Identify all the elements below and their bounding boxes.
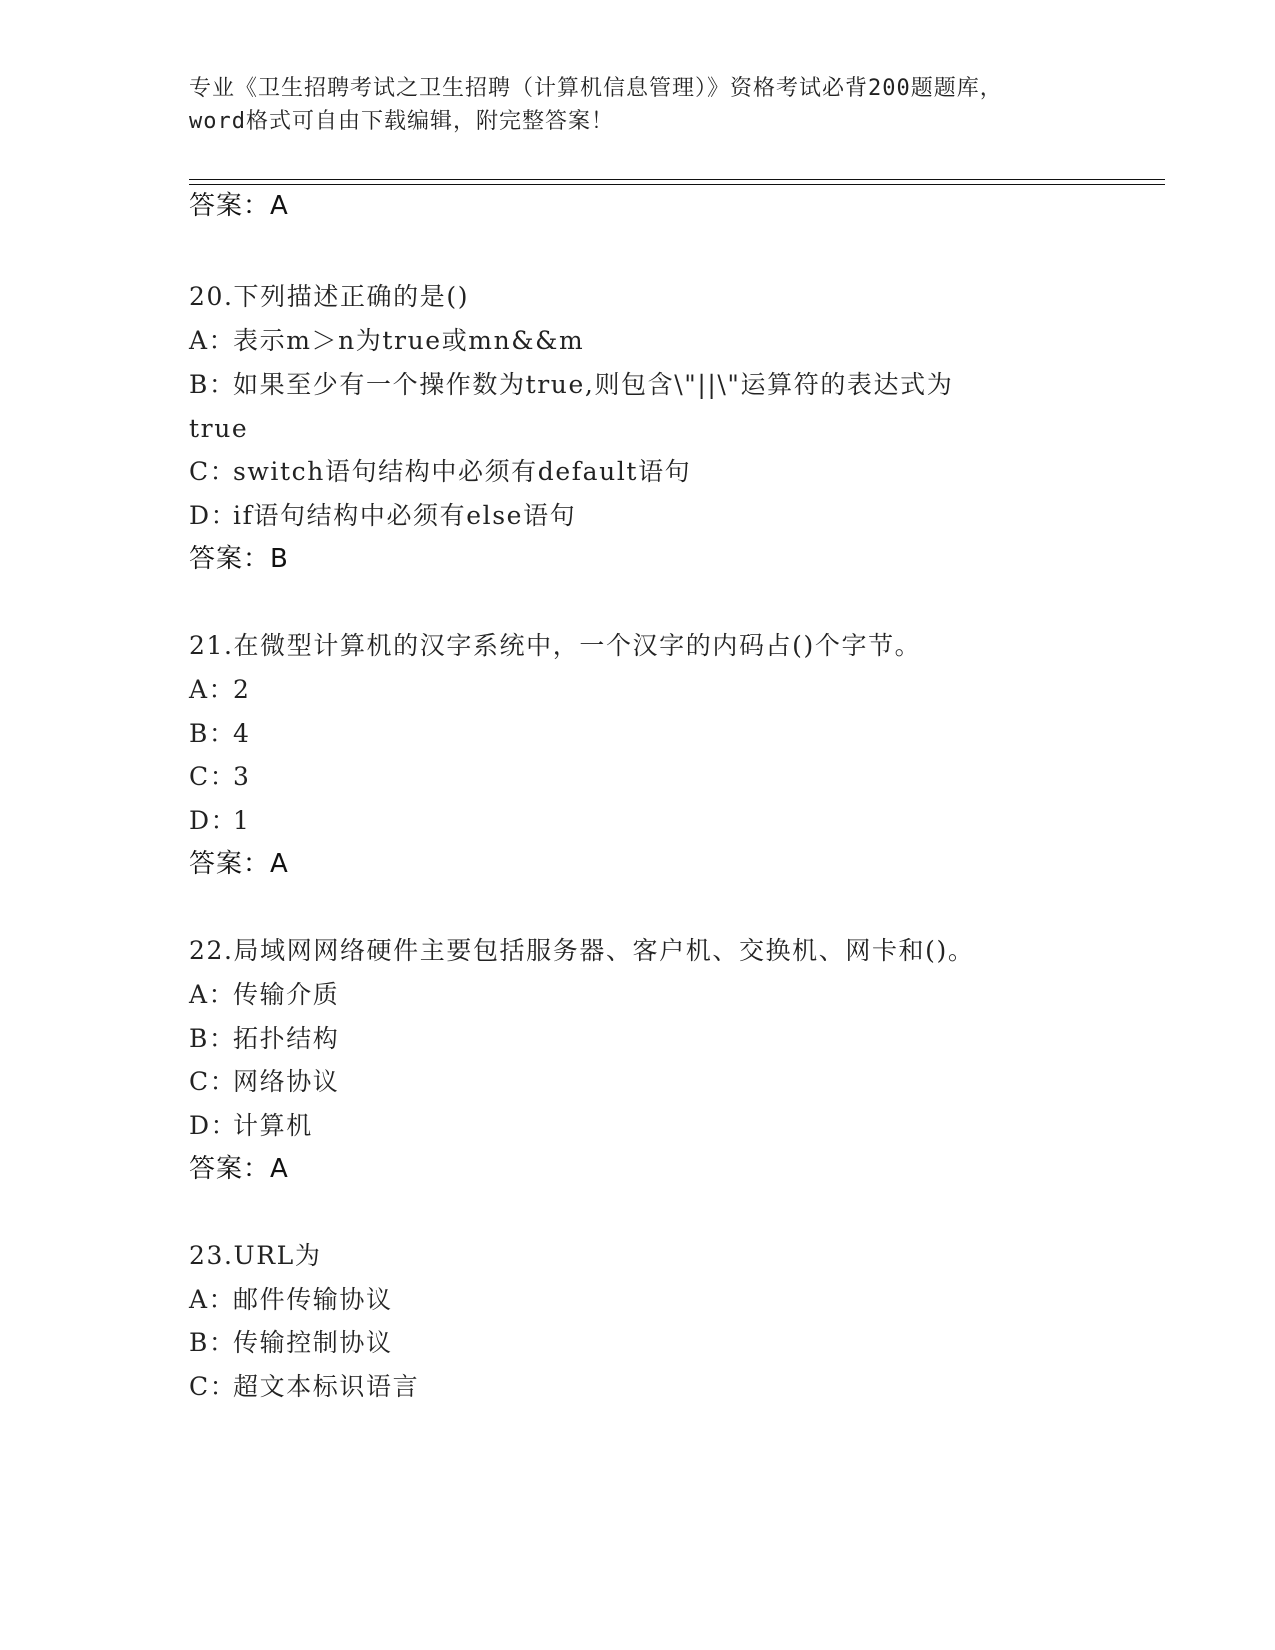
header-rule-top: [189, 179, 1165, 180]
option-text: 如果至少有一个操作数为true,则包含\"||\"运算符的表达式为: [233, 370, 954, 399]
question-stem: 20.下列描述正确的是(): [189, 282, 470, 311]
option-label: B：: [189, 1328, 236, 1357]
option-text: 传输控制协议: [233, 1328, 393, 1357]
option-c: [189, 1371, 419, 1403]
header-rule-bottom: [189, 184, 1165, 185]
option-label: C：: [189, 1067, 237, 1096]
option-a: [189, 674, 251, 706]
option-text: if语句结构中必须有else语句: [233, 501, 577, 530]
option-text: 3: [233, 762, 251, 791]
answer-line: 答案：A: [189, 849, 289, 879]
option-label: D：: [189, 806, 238, 835]
answer-line: 答案：A: [189, 1154, 289, 1184]
option-b: [189, 369, 953, 401]
option-c: [189, 761, 251, 793]
option-label: B：: [189, 370, 236, 399]
option-text: 邮件传输协议: [233, 1285, 393, 1314]
option-b: [189, 1327, 393, 1359]
option-label: A：: [189, 675, 236, 704]
option-text: 计算机: [233, 1111, 313, 1140]
header-line-1: 专业《卫生招聘考试之卫生招聘（计算机信息管理）》资格考试必背200题题库，: [189, 76, 1003, 101]
option-text: 1: [233, 806, 251, 835]
option-text: switch语句结构中必须有default语句: [233, 457, 692, 486]
answer-line: 答案：B: [189, 544, 289, 574]
option-d: [189, 805, 251, 837]
option-c: [189, 1066, 339, 1098]
question-stem: 21.在微型计算机的汉字系统中，一个汉字的内码占()个字节。: [189, 631, 922, 660]
option-label: D：: [189, 501, 238, 530]
option-text: 表示m＞n为true或mn&&m: [233, 326, 585, 355]
option-b-continued: true: [189, 414, 249, 443]
option-text: 2: [233, 675, 251, 704]
question-stem: 23.URL为: [189, 1241, 322, 1270]
option-b: [189, 718, 251, 750]
option-label: A：: [189, 980, 236, 1009]
option-label: B：: [189, 1024, 236, 1053]
option-text: 超文本标识语言: [233, 1372, 420, 1401]
option-label: D：: [189, 1111, 238, 1140]
answer-line: 答案：A: [189, 191, 289, 221]
option-text: 拓扑结构: [233, 1024, 340, 1053]
option-label: C：: [189, 457, 237, 486]
option-d: [189, 1110, 313, 1142]
header-line-2: word格式可自由下载编辑，附完整答案！: [189, 109, 614, 134]
option-label: A：: [189, 326, 236, 355]
option-text: 4: [233, 719, 251, 748]
option-text: 网络协议: [233, 1067, 340, 1096]
option-b: [189, 1023, 339, 1055]
option-a: [189, 979, 339, 1011]
option-label: B：: [189, 719, 236, 748]
option-label: C：: [189, 762, 237, 791]
option-label: C：: [189, 1372, 237, 1401]
option-text: 传输介质: [233, 980, 340, 1009]
option-c: [189, 456, 691, 488]
question-stem: 22.局域网网络硬件主要包括服务器、客户机、交换机、网卡和()。: [189, 936, 975, 965]
option-label: A：: [189, 1285, 236, 1314]
page-header: [189, 72, 1089, 138]
option-d: [189, 500, 576, 532]
option-a: [189, 325, 584, 357]
option-a: [189, 1284, 393, 1316]
